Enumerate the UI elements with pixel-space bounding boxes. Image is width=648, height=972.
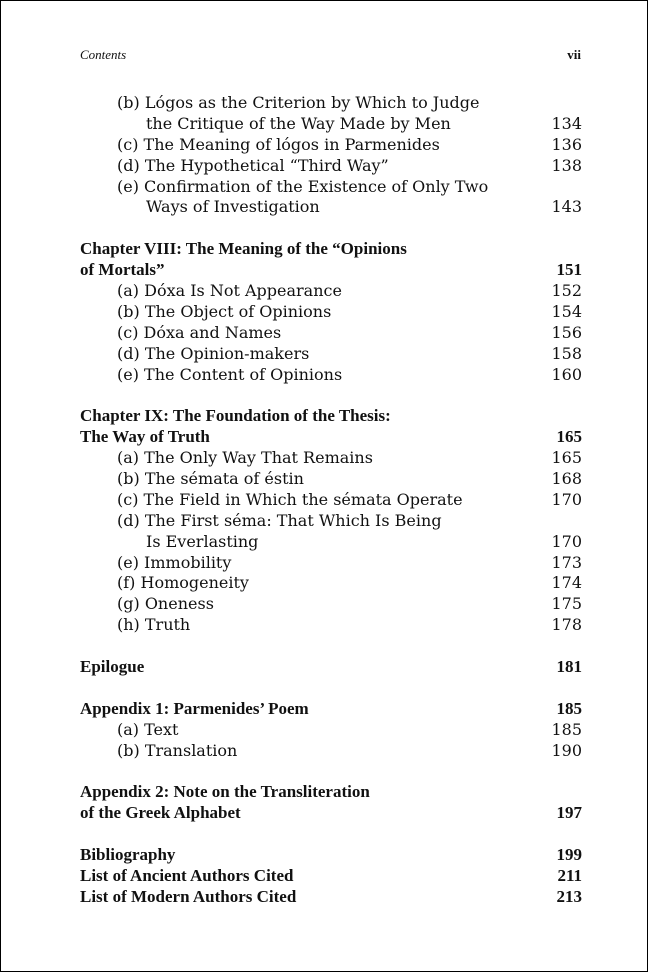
toc-chapter: Appendix 1: Parmenides’ Poem 185 bbox=[80, 698, 582, 718]
toc-entry: (b) The sémata of éstin 168 bbox=[117, 469, 582, 489]
toc-entry: (c) The Field in Which the sémata Operate 170 bbox=[117, 489, 582, 509]
toc-entry: (h) Truth 178 bbox=[117, 615, 582, 635]
toc-entry: (a) Text 185 bbox=[117, 719, 582, 739]
toc-entry: (c) The Meaning of lógos in Parmenides 136 bbox=[117, 134, 582, 154]
toc-entry: (c) Dóxa and Names 156 bbox=[117, 322, 582, 342]
spacer bbox=[80, 824, 582, 845]
toc-entry: (b) The Object of Opinions 154 bbox=[117, 301, 582, 321]
toc-entry: (d) The Opinion-makers 158 bbox=[117, 343, 582, 363]
running-head-title: Contents bbox=[80, 47, 127, 62]
toc-entry: (b) Translation 190 bbox=[117, 740, 582, 760]
toc-entry: (e) Immobility 173 bbox=[117, 552, 582, 572]
spacer bbox=[80, 385, 582, 406]
toc-chapter: Chapter IX: The Foundation of the Thesis: bbox=[80, 406, 391, 426]
toc-entry: (e) The Content of Opinions 160 bbox=[117, 364, 582, 384]
toc-entry: Ways of Investigation 143 bbox=[146, 197, 582, 217]
toc-entry: (e) Confirmation of the Existence of Only Two bbox=[117, 176, 489, 196]
toc-chapter: of the Greek Alphabet 197 bbox=[80, 803, 582, 823]
toc-entry: (d) The Hypothetical “Third Way” 138 bbox=[117, 155, 582, 175]
spacer bbox=[80, 218, 582, 239]
toc-entry: (a) Dóxa Is Not Appearance 152 bbox=[117, 281, 582, 300]
toc-chapter: Epilogue 181 bbox=[80, 657, 582, 677]
toc-chapter: Chapter VIII: The Meaning of the “Opinions bbox=[80, 239, 407, 259]
toc-chapter: List of Modern Authors Cited 213 bbox=[80, 886, 582, 906]
toc-chapter: List of Ancient Authors Cited 211 bbox=[80, 865, 582, 885]
toc-entry: (d) The First séma: That Which Is Being bbox=[117, 510, 442, 530]
toc-entry: (a) The Only Way That Remains 165 bbox=[117, 448, 582, 468]
toc-chapter: The Way of Truth 165 bbox=[80, 427, 582, 447]
toc-entry: Is Everlasting 170 bbox=[146, 531, 582, 551]
table-of-contents bbox=[80, 93, 582, 908]
running-header bbox=[80, 47, 581, 63]
toc-chapter: Appendix 2: Note on the Transliteration bbox=[80, 782, 370, 802]
toc-entry: (b) Lógos as the Criterion by Which to Judge bbox=[117, 92, 480, 112]
toc-entry: the Critique of the Way Made by Men 134 bbox=[146, 113, 582, 133]
toc-chapter: of Mortals” 151 bbox=[80, 260, 582, 280]
toc-entry: (g) Oneness 175 bbox=[117, 594, 582, 614]
toc-entry: (f) Homogeneity 174 bbox=[117, 573, 582, 593]
spacer bbox=[80, 762, 582, 783]
spacer bbox=[80, 678, 582, 699]
page-number-roman: vii bbox=[567, 47, 581, 62]
toc-chapter: Bibliography 199 bbox=[80, 845, 582, 865]
spacer bbox=[80, 636, 582, 657]
